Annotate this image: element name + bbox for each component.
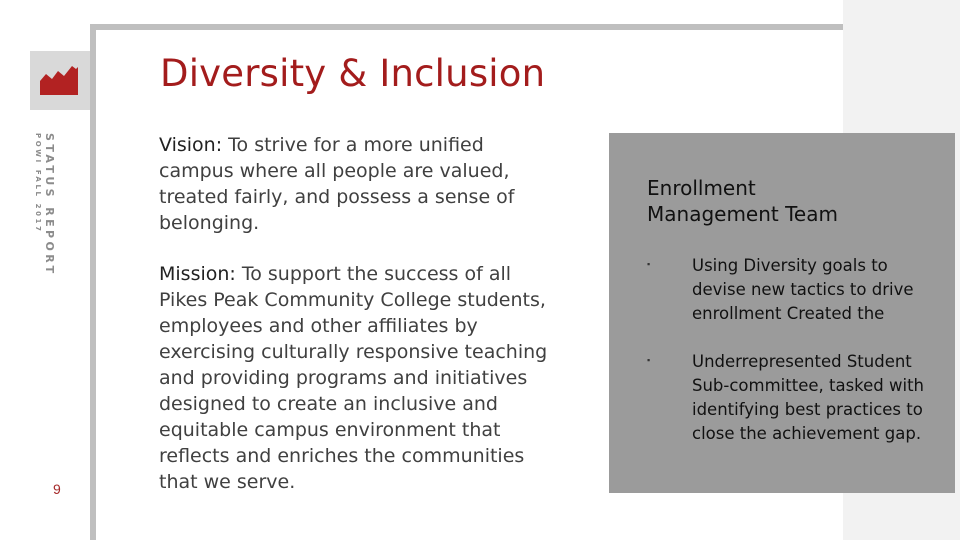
bullet-text: Using Diversity goals to devise new tactics to drive enrollment Created the xyxy=(692,256,914,323)
logo xyxy=(30,51,90,110)
chart-logo-icon xyxy=(40,65,80,95)
slide-title: Diversity & Inclusion xyxy=(160,52,546,95)
report-title: STATUS REPORT xyxy=(43,133,56,277)
top-frame-bar xyxy=(90,24,843,30)
report-label xyxy=(30,133,70,277)
mission-statement xyxy=(159,261,559,495)
mission-text: To support the success of all Pikes Peak Community College students, employees and other affiliates by exercising culturally responsive teaching and providing programs and initiatives designed to create an inclusive and equitable campus environment that reflects and enriches the communities that we serve. xyxy=(159,263,548,493)
report-subtitle: POWI FALL 2017 xyxy=(34,133,42,234)
bullet-icon: ▪ xyxy=(647,259,651,269)
bullet-icon: ▪ xyxy=(647,355,651,365)
page-number: 9 xyxy=(53,481,61,497)
mission-label: Mission: xyxy=(159,263,236,285)
left-frame-bar xyxy=(90,24,96,540)
panel-heading: Enrollment Management Team xyxy=(647,176,838,226)
vision-text: To strive for a more unified campus where all people are valued, treated fairly, and possess a sense of belonging. xyxy=(159,134,515,234)
bullet-text: Underrepresented Student Sub-committee, tasked with identifying best practices to close the achievement gap. xyxy=(692,352,925,443)
vision-statement xyxy=(159,132,549,236)
enrollment-panel xyxy=(609,133,955,493)
vision-label: Vision: xyxy=(159,134,223,156)
